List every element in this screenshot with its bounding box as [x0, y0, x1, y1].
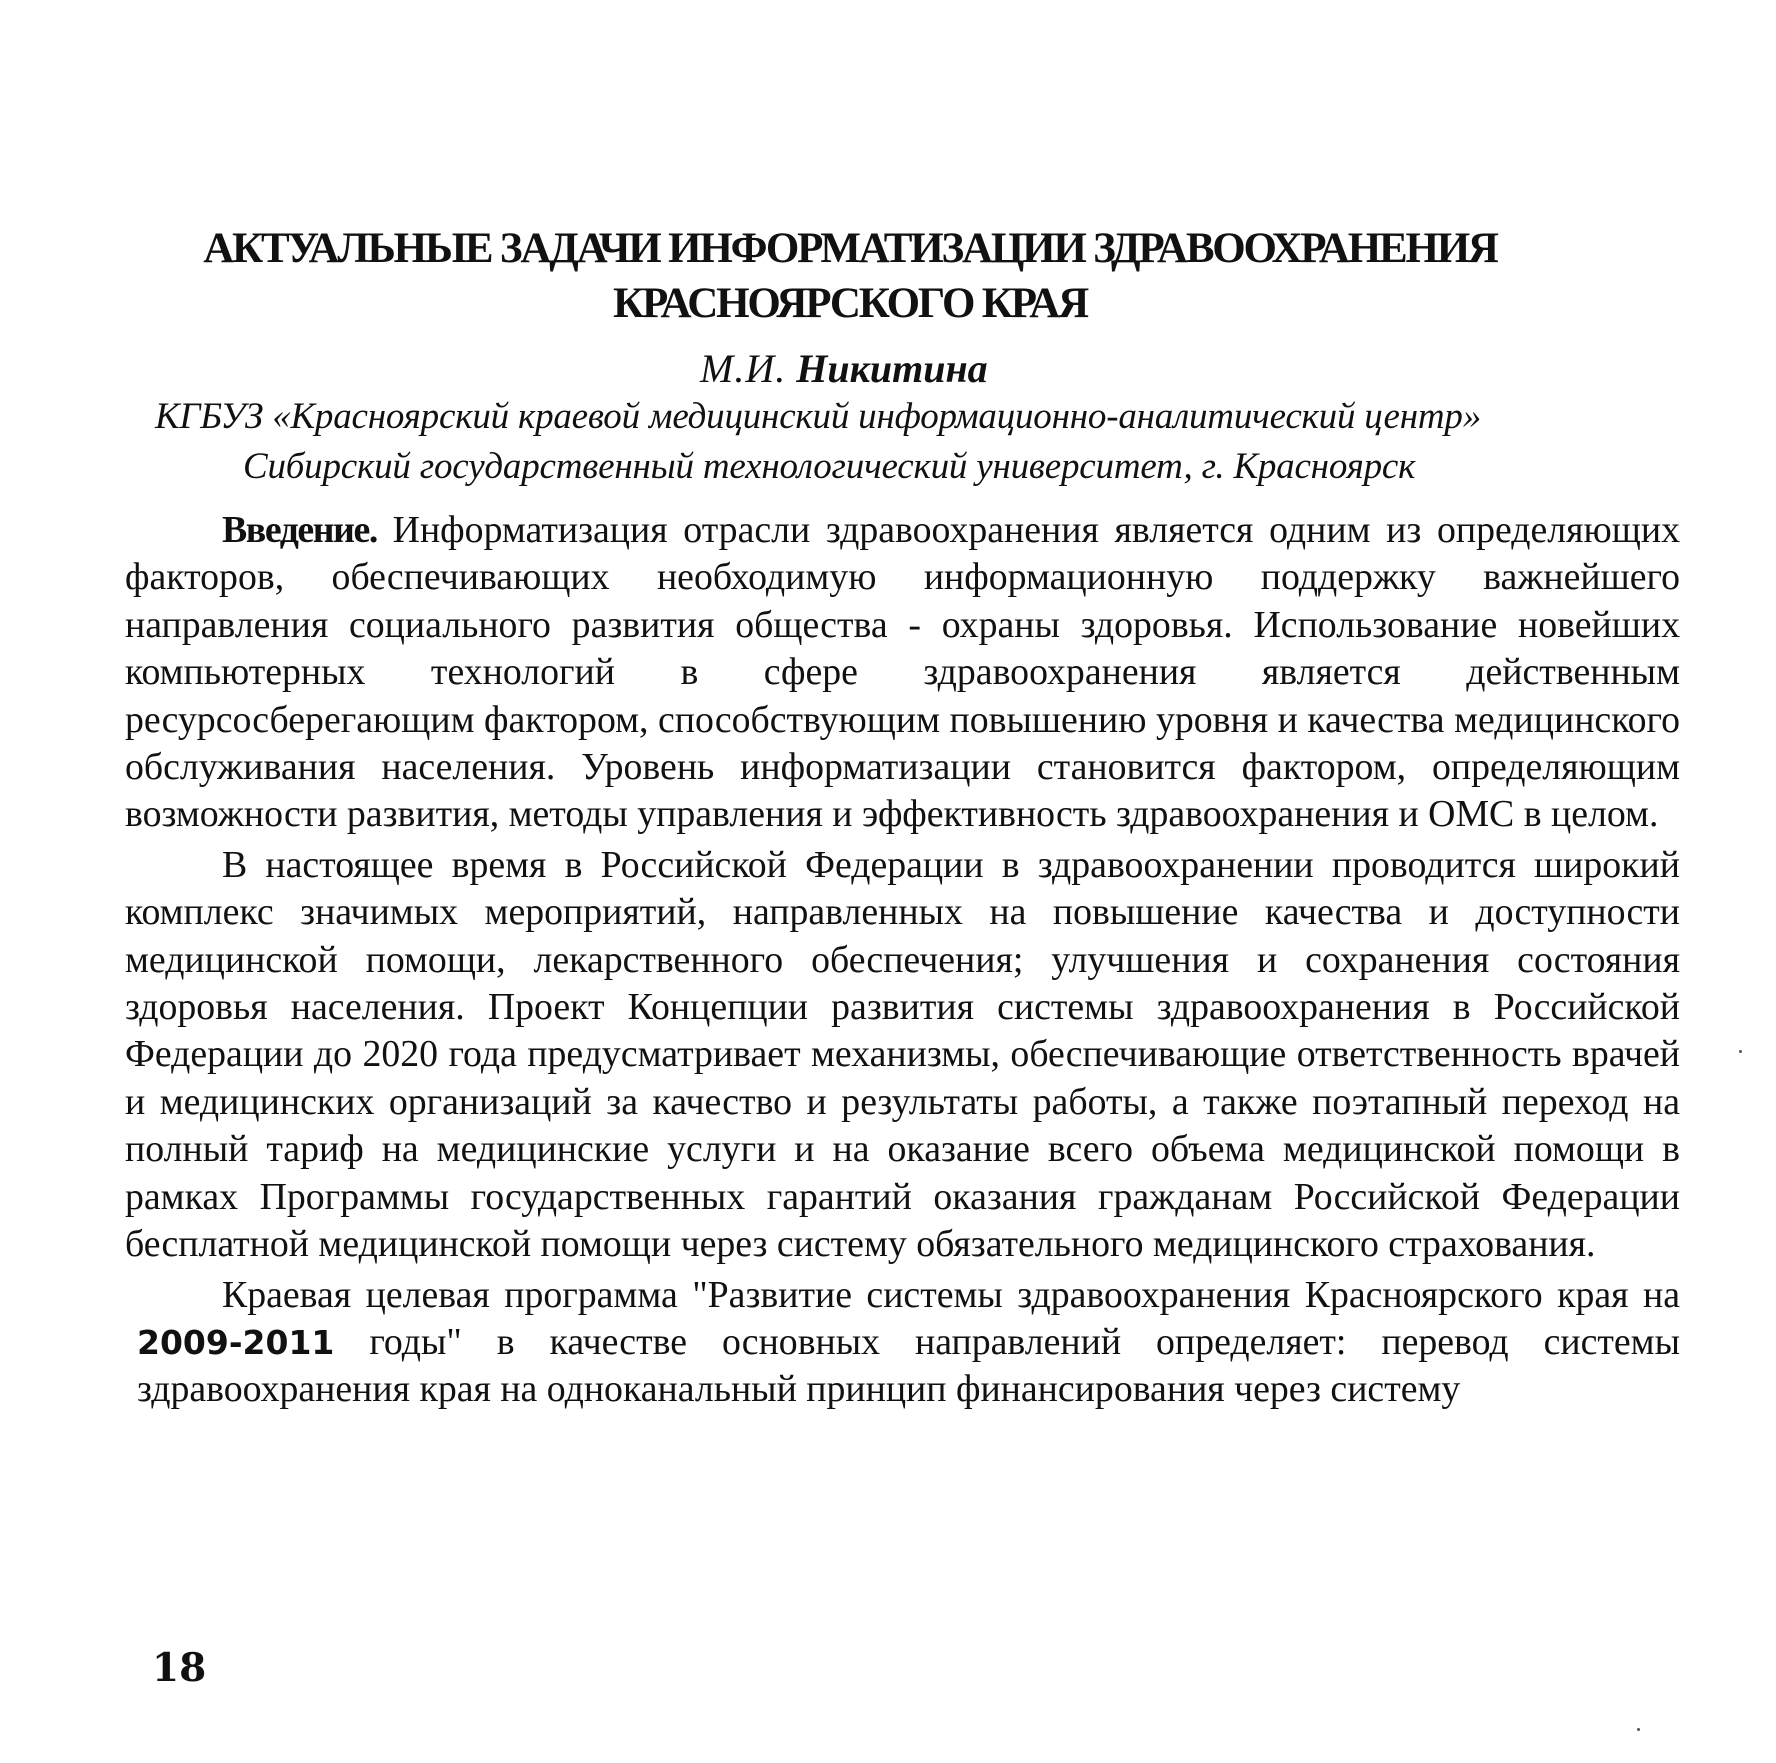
title-line-1: АКТУАЛЬНЫЕ ЗАДАЧИ ИНФОРМАТИЗАЦИИ ЗДРАВООХРАНЕНИЯ: [203, 225, 1497, 272]
affiliation-2: Сибирский государственный технологический университет, г. Красноярск: [243, 446, 1416, 487]
scan-speck: [1637, 1728, 1640, 1731]
paragraph-2: В настоящее время в Российской Федерации в здравоохранении проводится широкий комплекс значимых мероприятий, направленных на повышение качества и доступности медицинской помощи, лекарственного обеспечения; улучшения и сохранения состояния здоровья населения. Проект Концепции развития системы здравоохранения в Российской Федерации до 2020 года предусматривает механизмы, обеспечивающие ответственность врачей и медицинских организаций за качество и результаты работы, а также поэтапный переход на полный тариф на медицинские услуги и на оказание всего объема медицинской помощи в рамках Программы государственных гарантий оказания гражданам Российской Федерации бесплатной медицинской помощи через систему обязательного медицинского страхования.: [125, 843, 1680, 1266]
page-number: 18: [152, 1645, 207, 1691]
paragraph-3-years: 2009-2011: [137, 1322, 335, 1362]
paragraph-1-text: Информатизация отрасли здравоохранения является одним из определяющих факторов, обеспечивающих необходимую информационную поддержку важнейшего направления социального развития общества - охраны здоровья. Использование новейших компьютерных технологий в сфере здравоохранения является действенным ресурсосберегающим фактором, способствующим повышению уровня и качества медицинского обслуживания населения. Уровень информатизации становится фактором, определяющим возможности развития, методы управления и эффективность здравоохранения и ОМС в целом.: [125, 509, 1681, 836]
scan-speck: [1739, 1050, 1742, 1053]
paragraph-3: [125, 1272, 1680, 1414]
article-body: [125, 507, 1680, 1417]
paragraph-1: [125, 507, 1680, 839]
paragraph-3-part-2: годы" в качестве основных направлений определяет: перевод системы здравоохранения края на одноканальный принцип финансирования через систему: [137, 1320, 1680, 1411]
paragraph-1-lead: Введение.: [222, 509, 377, 551]
affiliation-1: КГБУЗ «Красноярский краевой медицинский информационно-аналитический центр»: [155, 396, 1482, 437]
paragraph-3-part-1: Краевая целевая программа "Развитие системы здравоохранения Красноярского края на: [222, 1273, 1680, 1316]
author-name: [700, 347, 988, 391]
author-initials: М.И.: [700, 346, 787, 391]
author-surname: Никитина: [796, 346, 988, 391]
title-line-2: КРАСНОЯРСКОГО КРАЯ: [612, 280, 1088, 327]
